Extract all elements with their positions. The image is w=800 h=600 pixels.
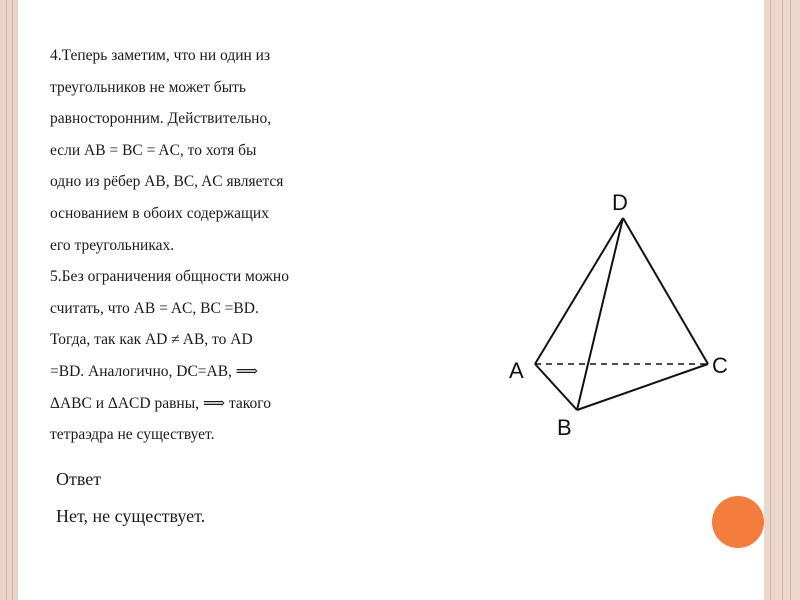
edge-DB	[577, 218, 623, 410]
answer-text: Нет, не существует.	[56, 506, 206, 526]
paragraph-line: одно из рёбер AB, BC, AC является	[50, 173, 284, 191]
paragraph-line: 5.Без ограничения общности можно	[50, 268, 289, 286]
decorative-orange-circle	[712, 496, 764, 548]
edge-AB	[535, 364, 577, 410]
paragraph-line: ΔABC и ΔACD равны, ⟹ такого	[50, 394, 272, 412]
paragraph-line: если AB = BC = AC, то хотя бы	[50, 141, 257, 159]
edge-DC	[623, 218, 708, 364]
paragraph-line: Тогда, так как AD ≠ AB, то AD	[50, 331, 253, 349]
paragraph-line: тетраэдра не существует.	[50, 426, 215, 444]
paragraph-line: равносторонним. Действительно,	[50, 110, 272, 128]
vertex-label-B: B	[557, 415, 572, 440]
vertex-label-D: D	[612, 190, 628, 215]
paragraph-line: треугольников не может быть	[50, 78, 246, 96]
vertex-label-A: A	[509, 358, 524, 383]
paragraph-line: считать, что AB = AC, BC =BD.	[50, 299, 259, 317]
paragraph-line: основанием в обоих содержащих	[50, 204, 269, 222]
paragraph-line: его треугольниках.	[50, 236, 175, 254]
paragraph-line: =BD. Аналогично, DC=AB, ⟹	[50, 362, 259, 380]
edge-DA	[535, 218, 623, 364]
edge-BC	[577, 364, 708, 410]
answer-title: Ответ	[56, 469, 102, 489]
vertex-label-C: C	[712, 353, 728, 378]
paragraph-line: 4.Теперь заметим, что ни один из	[50, 47, 271, 64]
